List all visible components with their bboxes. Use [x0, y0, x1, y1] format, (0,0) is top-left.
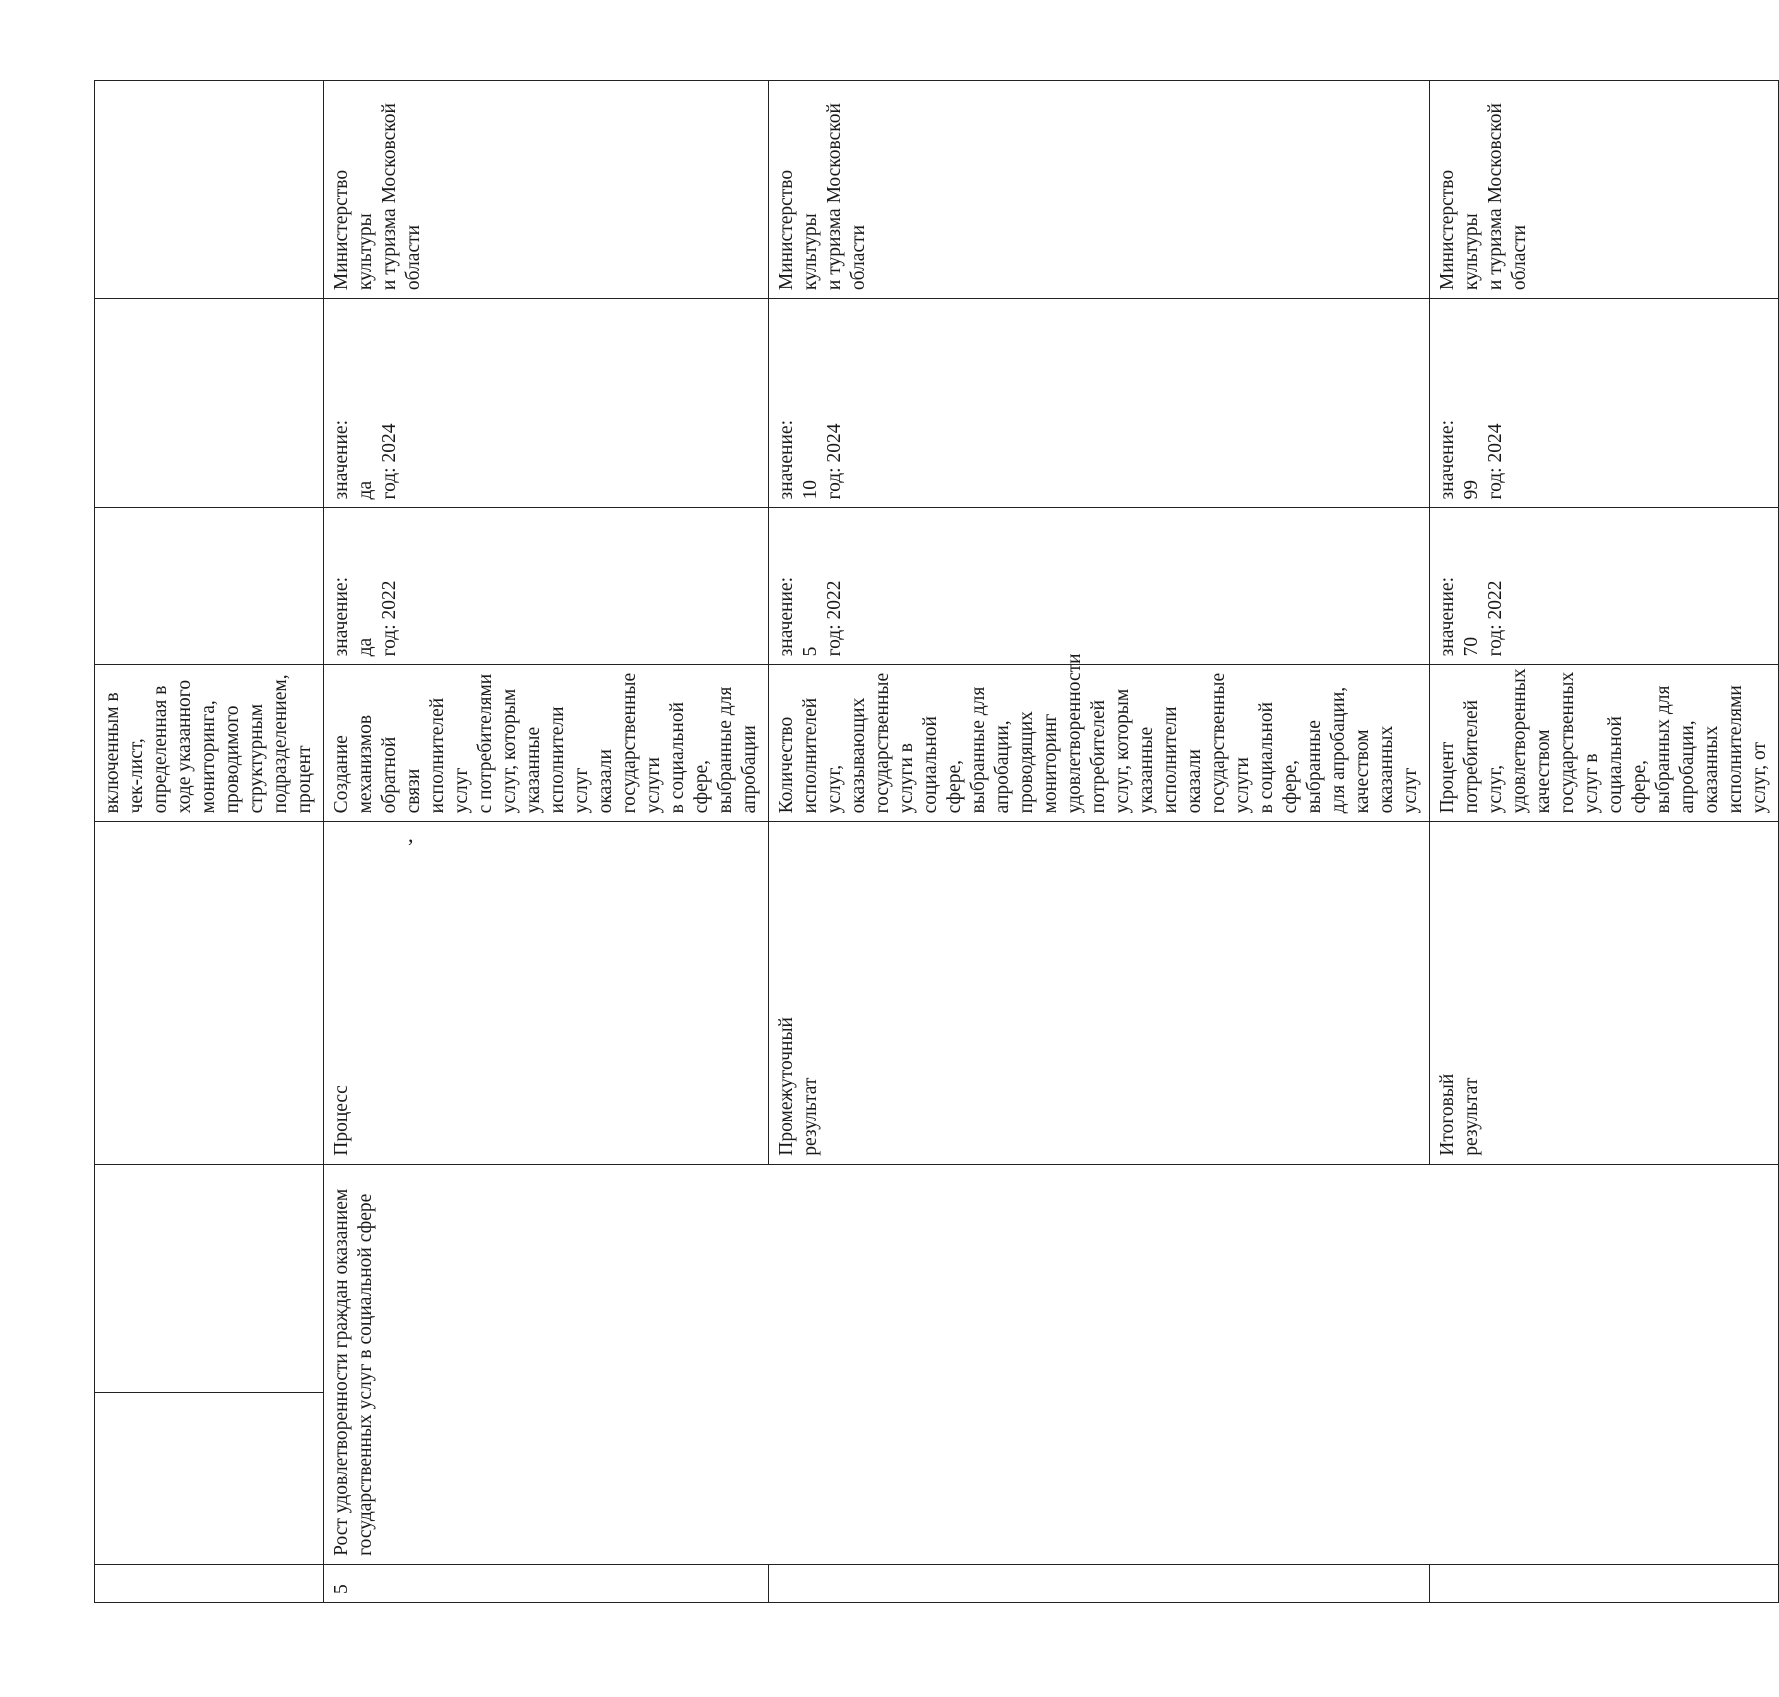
table-row: [324, 81, 769, 1603]
target-value-cell: значение: да год: 2024: [324, 299, 769, 508]
indicator-cell: Создание механизмов обратной связи исполнителей услуг с потребителями услуг, которым указанные исполнители услуг оказали государственные услуги в социальной сфере, выбранные для апробации: [324, 665, 769, 822]
base-value-cell: значение: 5 год: 2022: [769, 508, 1430, 665]
row-number-cell: [95, 1564, 324, 1602]
level-cell: Процесс: [324, 822, 769, 1164]
indicator-cell: Количество исполнителей услуг, оказывающих государственные услуги в социальной сфере, выбранные для апробации, проводящих мониторинг удовлетворенности потребителей услуг, которым указанные исполнители оказали государственные услуги в социальной сфере, выбранные для апробации, качеством оказанных услуг: [769, 665, 1430, 822]
responsible-cell: Министерство культуры и туризма Московской области: [1430, 81, 1779, 299]
level-cell: Итоговый результат: [1430, 822, 1779, 1164]
indicator-cell: Процент потребителей услуг, удовлетворенных качеством государственных услуг в социальной сфере, выбранных для апробации, оказанных исполнителями услуг, от: [1430, 665, 1779, 822]
target-value-cell: значение: 99 год: 2024: [1430, 299, 1779, 508]
indicator-cell: включенным в чек-лист, определенная в ходе указанного мониторинга, проводимого структурным подразделением, процент: [95, 665, 324, 822]
stray-mark: ,: [408, 822, 414, 847]
rotated-page: [94, 80, 1770, 1603]
target-value-cell: значение: 10 год: 2024: [769, 299, 1430, 508]
empty-cell: [95, 1164, 324, 1392]
responsible-cell: Министерство культуры и туризма Московской области: [324, 81, 769, 299]
row-number-cell: [1430, 1564, 1779, 1602]
target-value-cell: [95, 299, 324, 508]
base-value-cell: значение: да год: 2022: [324, 508, 769, 665]
base-value-cell: [95, 508, 324, 665]
goal-cell: [95, 1392, 324, 1564]
indicators-table: [94, 80, 1779, 1603]
goal-cell: Рост удовлетворенности граждан оказанием государственных услуг в социальной сфере: [324, 1164, 1779, 1564]
base-value-cell: значение: 70 год: 2022: [1430, 508, 1779, 665]
row-number-cell: [769, 1564, 1430, 1602]
row-number-cell: 5: [324, 1564, 769, 1602]
level-cell: [95, 822, 324, 1164]
responsible-cell: [95, 81, 324, 299]
table-row: [95, 81, 324, 1603]
level-cell: Промежуточный результат: [769, 822, 1430, 1164]
responsible-cell: Министерство культуры и туризма Московской области: [769, 81, 1430, 299]
